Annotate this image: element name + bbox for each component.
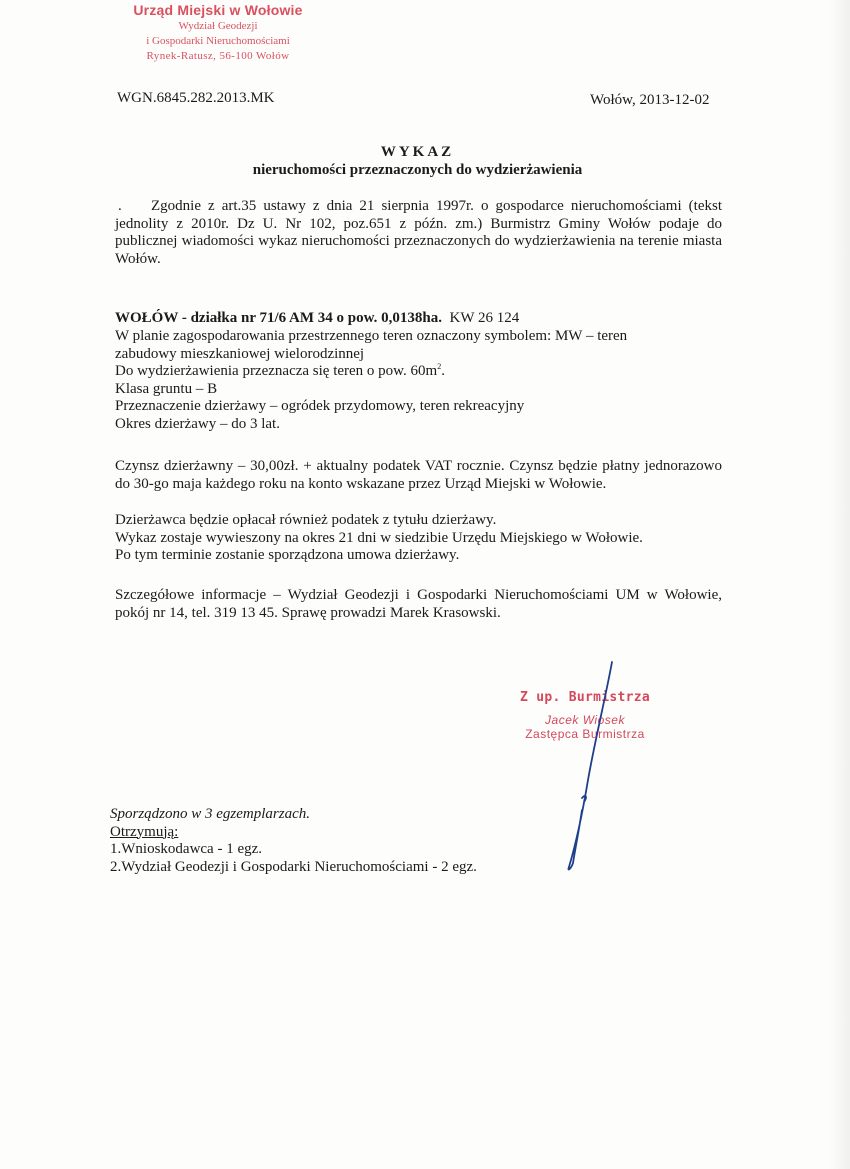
stray-dot: . <box>118 198 122 214</box>
plot-line-soil-class: Klasa gruntu – B <box>115 380 218 397</box>
recipient-2: 2.Wydział Geodezji i Gospodarki Nieruchomościami - 2 egz. <box>110 858 477 875</box>
reference-number: WGN.6845.282.2013.MK <box>117 90 275 106</box>
stamp-address: Rynek-Ratusz, 56-100 Wołów <box>146 50 290 62</box>
land-register-number: KW 26 124 <box>449 310 520 326</box>
plot-identifier: WOŁÓW - działka nr 71/6 AM 34 o pow. 0,0138ha. <box>115 310 442 326</box>
copies-note: Sporządzono w 3 egzemplarzach. <box>110 806 311 822</box>
signature-stamp-position: Zastępca Burmistrza <box>525 727 645 741</box>
plot-line-zoning: W planie zagospodarowania przestrzennego teren oznaczony symbolem: MW – teren <box>115 328 628 344</box>
plot-line-area: Do wydzierżawienia przeznacza się teren o pow. $60m^2$. <box>115 362 445 379</box>
rent-paragraph: Czynsz dzierżawny – 30,00zł. + aktualny podatek VAT rocznie. Czynsz będzie płatny jednorazowo do 30-go maja każdego roku na konto wskazane przez Urząd Miejski w Wołowie. <box>115 458 722 492</box>
stamp-office-name: Urząd Miejski w Wołowie <box>133 2 303 18</box>
handwritten-signature <box>555 660 625 875</box>
signature-stamp-authority: Z up. Burmistrza <box>519 690 651 705</box>
plot-heading <box>115 310 725 328</box>
stamp-department: Wydział Geodezji <box>178 20 258 32</box>
lease-note-posting: Wykaz zostaje wywieszony na okres 21 dni w siedzibie Urzędu Miejskiego w Wołowie. <box>115 529 643 546</box>
office-header-stamp <box>118 2 318 64</box>
lease-note-contract: Po tym terminie zostanie sporządzona umowa dzierżawy. <box>115 547 460 563</box>
place-and-date: Wołów, 2013-12-02 <box>590 92 710 108</box>
signature-stamp-name: Jacek Wiosek <box>545 713 625 727</box>
recipient-1: 1.Wnioskodawca - 1 egz. <box>110 841 263 857</box>
plot-line-zoning-2: zabudowy mieszkaniowej wielorodzinnej <box>115 345 365 362</box>
document-subtitle: nieruchomości przeznaczonych do wydzierżawienia <box>252 162 583 178</box>
stamp-department-2: i Gospodarki Nieruchomościami <box>146 35 290 47</box>
document-title: WYKAZ <box>380 144 455 160</box>
scan-edge-shadow <box>828 0 850 1169</box>
plot-line-purpose: Przeznaczenie dzierżawy – ogródek przydomowy, teren rekreacyjny <box>115 398 525 414</box>
plot-description <box>115 328 725 433</box>
lease-note-tax: Dzierżawca będzie opłacał również podatek z tytułu dzierżawy. <box>115 512 497 528</box>
plot-line-period: Okres dzierżawy – do 3 lat. <box>115 415 280 432</box>
distribution-footer <box>110 806 477 876</box>
recipients-label: Otrzymują: <box>110 823 179 840</box>
lease-notes <box>115 512 735 565</box>
intro-paragraph: Zgodnie z art.35 ustawy z dnia 21 sierpnia 1997r. o gospodarce nieruchomościami (tekst jednolity z 2010r. Dz U. Nr 102, poz.651 z późn. zm.) Burmistrz Gminy Wołów podaje do publicznej wiadomości wykaz nieruchomości przeznaczonych do wydzierżawienia na terenie miasta Wołów. <box>115 198 722 267</box>
contact-details-paragraph: Szczegółowe informacje – Wydział Geodezji i Gospodarki Nieruchomościami UM w Wołowie, pokój nr 14, tel. 319 13 45. Sprawę prowadzi Marek Krasowski. <box>115 587 722 621</box>
